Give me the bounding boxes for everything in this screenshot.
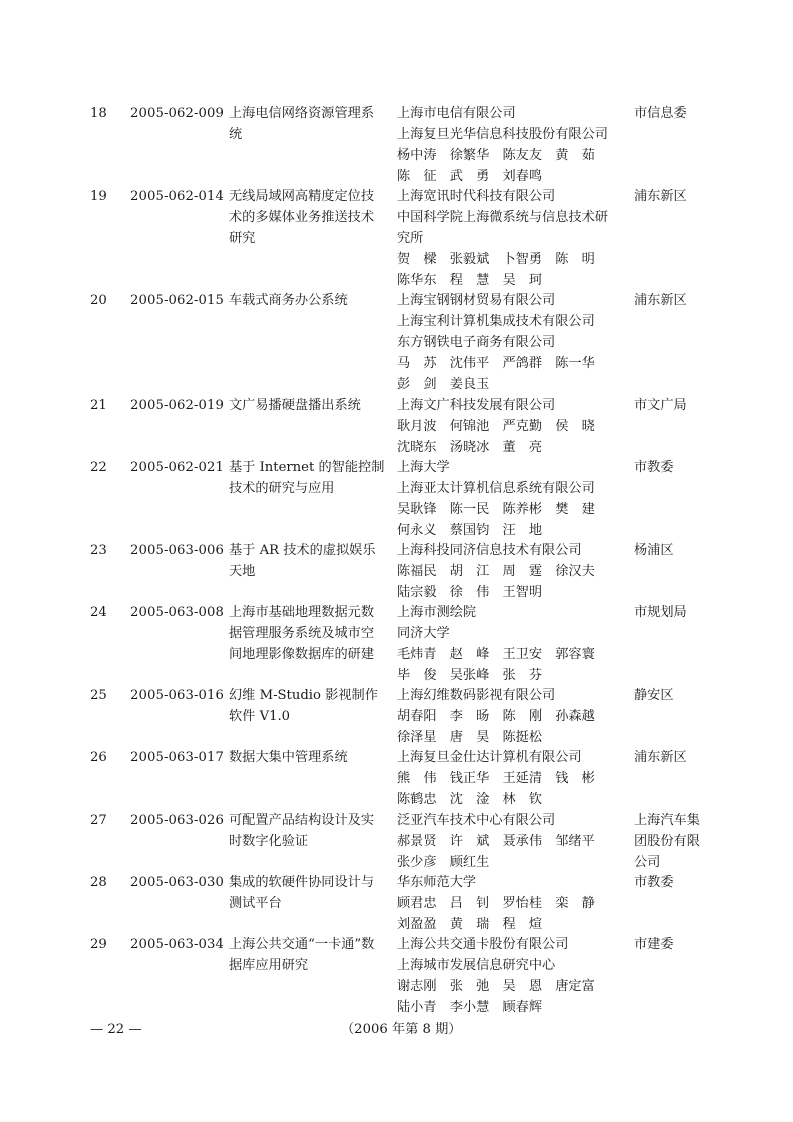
organizations-and-people	[397, 748, 627, 811]
project-title	[229, 748, 387, 769]
recommending-department-line: 静安区	[634, 688, 674, 703]
recommending-department-line: 浦东新区	[634, 293, 687, 308]
recommending-department-line: 市文广局	[634, 398, 687, 413]
organizations-and-people	[397, 686, 627, 749]
organizations-and-people-line: 上海亚太计算机信息系统有限公司	[397, 480, 595, 496]
issue-label: （2006 年第 8 期）	[341, 1022, 462, 1037]
project-title-line: 术的多媒体业务推送技术	[229, 209, 375, 225]
project-title-line: 数据大集中管理系统	[229, 750, 348, 765]
project-title-line: 时数字化验证	[229, 833, 309, 849]
project-title-line: 测试平台	[229, 895, 282, 911]
organizations-and-people-line: 贺 樑 张毅斌 卜智勇 陈 明	[397, 251, 595, 267]
project-title-line: 研究	[229, 230, 256, 246]
recommending-department	[634, 811, 714, 874]
project-title	[229, 935, 387, 977]
recommending-department-line: 市信息委	[634, 106, 687, 121]
project-title-line: 车载式商务办公系统	[229, 293, 348, 308]
project-title-line: 上海公共交通“一卡通”数	[229, 937, 375, 952]
recommending-department-line: 市教委	[634, 875, 674, 890]
project-code: 2005-062-015	[130, 293, 225, 308]
organizations-and-people	[397, 104, 627, 188]
project-title-line: 统	[229, 126, 243, 142]
project-code: 2005-063-026	[130, 813, 225, 828]
project-code: 2005-062-021	[130, 460, 225, 475]
organizations-and-people-line: 谢志刚 张 弛 吴 恩 唐定富	[397, 978, 595, 994]
recommending-department-line: 团股份有限	[634, 833, 700, 849]
entry-number: 24	[90, 605, 107, 620]
organizations-and-people-line: 吴耿锋 陈一民 陈养彬 樊 建	[397, 501, 595, 517]
organizations-and-people-line: 毕 俊 吴张峰 张 芬	[397, 667, 543, 683]
organizations-and-people-line: 华东师范大学	[397, 875, 477, 890]
recommending-department-line: 杨浦区	[634, 543, 674, 558]
recommending-department	[634, 541, 714, 562]
organizations-and-people-line: 上海城市发展信息研究中心	[397, 957, 556, 973]
project-title-line: 上海电信网络资源管理系	[229, 106, 375, 121]
project-title	[229, 873, 387, 915]
project-title-line: 据库应用研究	[229, 957, 309, 973]
entry-number: 27	[90, 813, 107, 828]
organizations-and-people-line: 沈晓东 汤晓冰 董 亮	[397, 439, 543, 455]
entry-number: 18	[90, 106, 107, 121]
recommending-department	[634, 748, 714, 769]
project-code: 2005-063-017	[130, 750, 225, 765]
recommending-department	[634, 873, 714, 894]
organizations-and-people	[397, 291, 627, 395]
organizations-and-people-line: 上海复旦金仕达计算机有限公司	[397, 750, 582, 765]
project-title-line: 上海市基础地理数据元数	[229, 605, 375, 620]
project-code: 2005-063-008	[130, 605, 225, 620]
organizations-and-people-line: 陈华东 程 慧 吴 珂	[397, 272, 543, 288]
project-title-line: 无线局域网高精度定位技	[229, 189, 375, 204]
organizations-and-people-line: 耿月波 何锦池 严克勤 侯 晓	[397, 418, 595, 434]
project-title-line: 基于 Internet 的智能控制	[229, 460, 385, 475]
recommending-department	[634, 187, 714, 208]
project-title-line: 基于 AR 技术的虚拟娱乐	[229, 543, 376, 558]
organizations-and-people-line: 上海宽讯时代科技有限公司	[397, 189, 556, 204]
organizations-and-people-line: 上海市测绘院	[397, 605, 477, 620]
recommending-department	[634, 458, 714, 479]
project-title	[229, 291, 387, 312]
recommending-department-line: 公司	[634, 854, 661, 870]
organizations-and-people	[397, 935, 627, 1019]
organizations-and-people	[397, 458, 627, 542]
recommending-department-line: 市建委	[634, 937, 674, 952]
organizations-and-people-line: 陈福民 胡 江 周 霆 徐汉夫	[397, 563, 595, 579]
organizations-and-people-line: 上海文广科技发展有限公司	[397, 398, 556, 413]
organizations-and-people-line: 上海大学	[397, 460, 450, 475]
entry-number: 19	[90, 189, 107, 204]
project-title-line: 间地理影像数据库的研建	[229, 646, 375, 662]
organizations-and-people-line: 东方钢铁电子商务有限公司	[397, 334, 556, 350]
project-title-line: 据管理服务系统及城市空	[229, 625, 375, 641]
organizations-and-people-line: 中国科学院上海微系统与信息技术研	[397, 209, 608, 225]
project-code: 2005-063-006	[130, 543, 225, 558]
organizations-and-people-line: 陈 征 武 勇 刘春鸣	[397, 168, 543, 184]
project-code: 2005-062-009	[130, 106, 225, 121]
project-title	[229, 603, 387, 666]
organizations-and-people-line: 胡春阳 李 旸 陈 刚 孙森越	[397, 708, 595, 724]
organizations-and-people-line: 陆小青 李小慧 顾春辉	[397, 999, 543, 1015]
recommending-department	[634, 935, 714, 956]
recommending-department-line: 浦东新区	[634, 189, 687, 204]
project-code: 2005-063-034	[130, 937, 225, 952]
project-title-line: 幻维 M-Studio 影视制作	[229, 688, 378, 703]
project-title	[229, 811, 387, 853]
organizations-and-people-line: 上海公共交通卡股份有限公司	[397, 937, 569, 952]
organizations-and-people-line: 陈鹤忠 沈 淦 林 钦	[397, 791, 543, 807]
project-title	[229, 396, 387, 417]
organizations-and-people	[397, 541, 627, 604]
entry-number: 22	[90, 460, 107, 475]
entry-number: 29	[90, 937, 107, 952]
project-title	[229, 104, 387, 146]
organizations-and-people-line: 马 苏 沈伟平 严鸽群 陈一华	[397, 355, 595, 371]
project-code: 2005-062-014	[130, 189, 225, 204]
organizations-and-people-line: 郝景贤 许 斌 聂承伟 邹绪平	[397, 833, 595, 849]
organizations-and-people-line: 上海科投同济信息技术有限公司	[397, 543, 582, 558]
recommending-department-line: 市规划局	[634, 605, 687, 620]
organizations-and-people-line: 毛炜青 赵 峰 王卫安 郭容寰	[397, 646, 595, 662]
organizations-and-people-line: 究所	[397, 230, 424, 246]
recommending-department	[634, 603, 714, 624]
project-title	[229, 458, 387, 500]
organizations-and-people	[397, 396, 627, 459]
project-title	[229, 686, 387, 728]
project-title-line: 文广易播硬盘播出系统	[229, 398, 361, 413]
project-title-line: 软件 V1.0	[229, 708, 291, 724]
recommending-department	[634, 396, 714, 417]
recommending-department	[634, 686, 714, 707]
organizations-and-people-line: 上海宝利计算机集成技术有限公司	[397, 313, 595, 329]
organizations-and-people	[397, 873, 627, 936]
organizations-and-people-line: 杨中涛 徐繁华 陈友友 黄 茹	[397, 147, 595, 163]
entry-number: 23	[90, 543, 107, 558]
recommending-department	[634, 291, 714, 312]
organizations-and-people-line: 何永义 蔡国钧 汪 地	[397, 522, 543, 538]
organizations-and-people	[397, 187, 627, 291]
organizations-and-people	[397, 603, 627, 687]
recommending-department	[634, 104, 714, 125]
organizations-and-people-line: 陆宗毅 徐 伟 王智明	[397, 584, 543, 600]
entry-number: 21	[90, 398, 107, 413]
organizations-and-people-line: 张少彦 顾红生	[397, 854, 490, 870]
entry-number: 20	[90, 293, 107, 308]
recommending-department-line: 浦东新区	[634, 750, 687, 765]
organizations-and-people-line: 熊 伟 钱正华 王延清 钱 彬	[397, 770, 595, 786]
organizations-and-people-line: 上海市电信有限公司	[397, 106, 516, 121]
organizations-and-people-line: 泛亚汽车技术中心有限公司	[397, 813, 556, 828]
organizations-and-people-line: 上海宝钢钢材贸易有限公司	[397, 293, 556, 308]
organizations-and-people-line: 刘盈盈 黄 瑞 程 煊	[397, 916, 543, 932]
entry-number: 28	[90, 875, 107, 890]
recommending-department-line: 上海汽车集	[634, 813, 700, 828]
project-title-line: 可配置产品结构设计及实	[229, 813, 375, 828]
organizations-and-people	[397, 811, 627, 874]
project-title-line: 天地	[229, 563, 256, 579]
project-title	[229, 187, 387, 250]
organizations-and-people-line: 徐泽星 唐 昊 陈挺松	[397, 729, 543, 745]
organizations-and-people-line: 上海幻维数码影视有限公司	[397, 688, 556, 703]
organizations-and-people-line: 上海复旦光华信息科技股份有限公司	[397, 126, 608, 142]
project-code: 2005-063-016	[130, 688, 225, 703]
entry-number: 26	[90, 750, 107, 765]
organizations-and-people-line: 同济大学	[397, 625, 450, 641]
organizations-and-people-line: 彭 剑 姜良玉	[397, 376, 490, 392]
project-code: 2005-063-030	[130, 875, 225, 890]
project-title-line: 集成的软硬件协同设计与	[229, 875, 375, 890]
entry-number: 25	[90, 688, 107, 703]
project-title-line: 技术的研究与应用	[229, 480, 335, 496]
recommending-department-line: 市教委	[634, 460, 674, 475]
project-title	[229, 541, 387, 583]
organizations-and-people-line: 顾君忠 吕 钊 罗怡桂 栾 静	[397, 895, 595, 911]
project-code: 2005-062-019	[130, 398, 225, 413]
page-number: — 22 —	[90, 1022, 142, 1037]
